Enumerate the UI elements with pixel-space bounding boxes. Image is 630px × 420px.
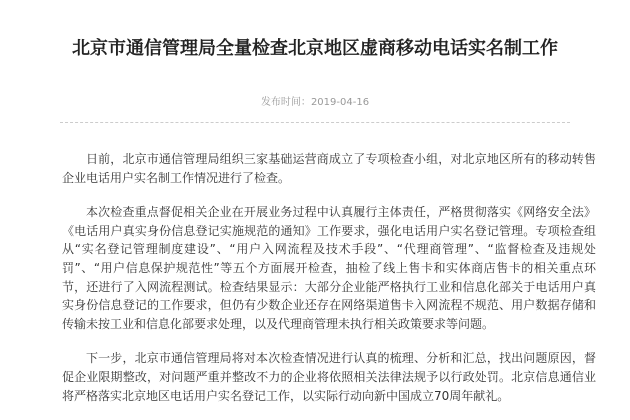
paragraph-inspection: 本次检查重点督促相关企业在开展业务过程中认真履行主体责任，严格贯彻落实《网络安全法》《电话用户真实身份信息登记实施规范的通知》工作要求，强化电话用户实名登记管理。专项检查组从“实名登记管理制度建设”、“用户入网流程及技术手段”、“代理商管理”、“监督检查及违规处罚”、“用户信息保护规范性”等五个方面展开检查，抽检了线上售卡和实体商店售卡的相关重点环节，还进行了入网流程测试。检查结果显示：大部分企业能严格执行工业和信息化部关于电话用户真实身份信息登记的工作要求，但仍有少数企业还存在网络渠道售卡入网流程不规范、用户数据存储和传输未按工业和信息化部要求处理，以及代理商管理未执行相关政策要求等问题。 — [62, 205, 596, 331]
paragraph-next-steps: 下一步，北京市通信管理局将对本次检查情况进行认真的梳理、分析和汇总，找出问题原因，督促企业限期整改，对问题严重并整改不力的企业将依照相关法律法规予以行政处罚。北京信息通信业将严格落实北京地区电话用户实名登记工作，以实际行动向新中国成立70周年献礼。 — [62, 351, 596, 403]
article-body — [62, 150, 596, 420]
article-title: 北京市通信管理局全量检查北京地区虚商移动电话实名制工作 — [72, 38, 558, 59]
publish-meta — [0, 93, 630, 108]
publish-label: 发布时间： — [260, 97, 311, 108]
publish-date: 2019-04-16 — [310, 97, 370, 108]
title-divider — [60, 122, 570, 123]
paragraph-intro: 日前，北京市通信管理局组织三家基础运营商成立了专项检查小组，对北京地区所有的移动转售企业电话用户实名制工作情况进行了检查。 — [62, 152, 596, 185]
